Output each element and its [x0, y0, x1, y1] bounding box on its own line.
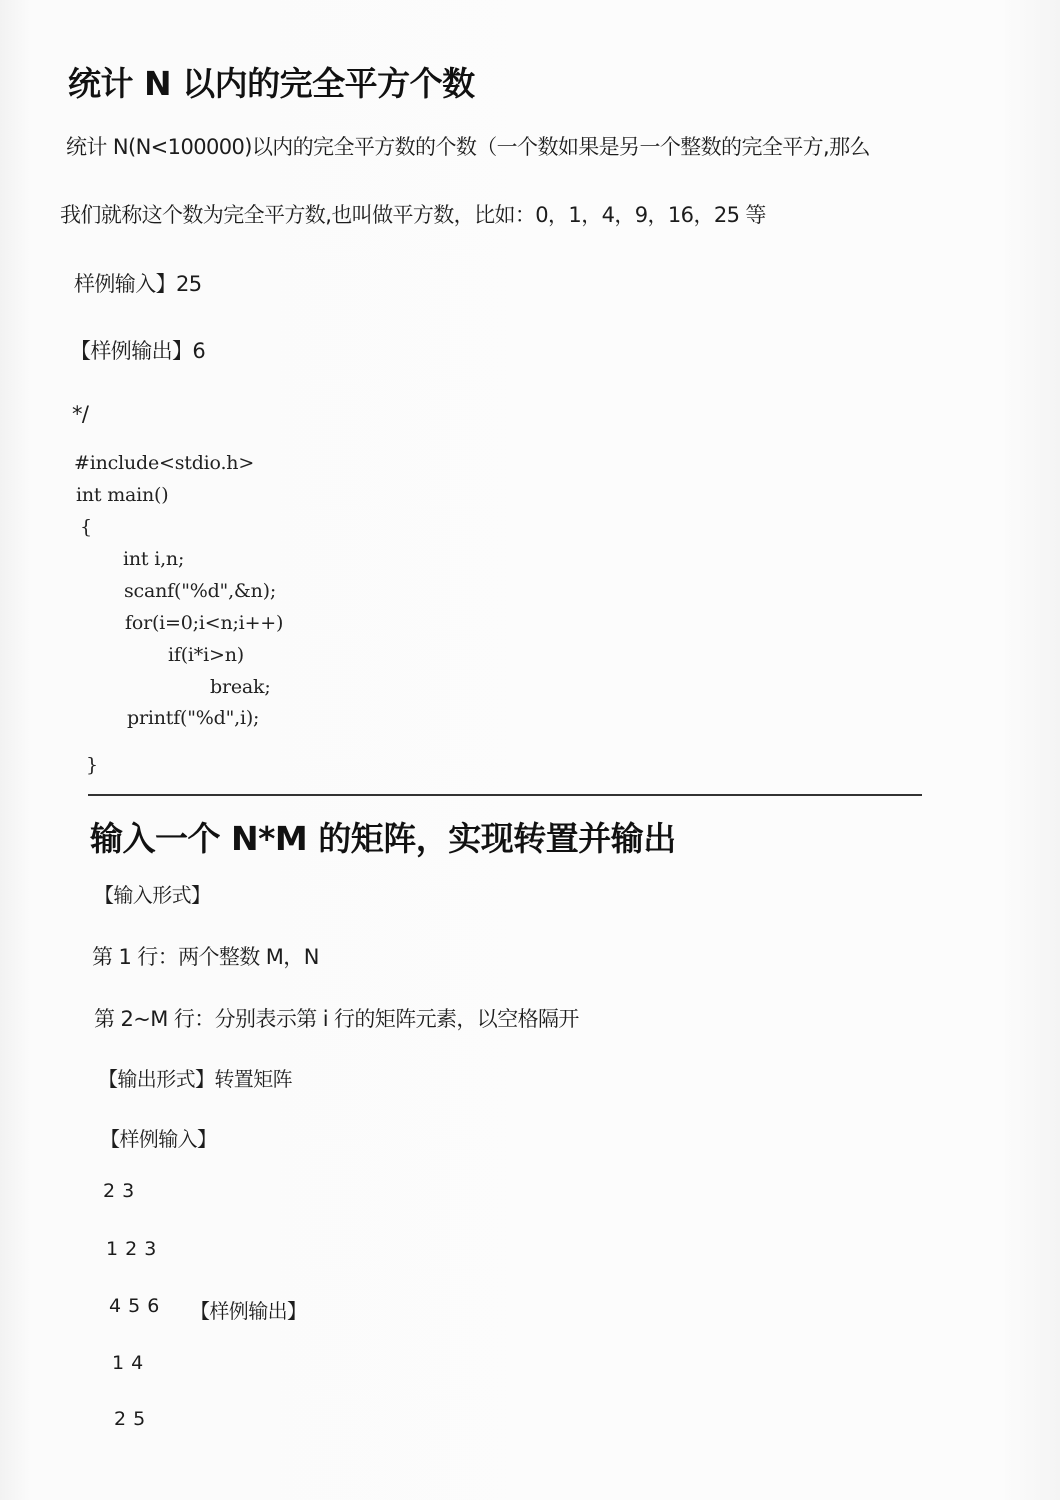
sample-output-line: 1 4: [112, 1352, 144, 1374]
code-line: {: [80, 516, 92, 538]
section1-description-line1: 统计 N(N<100000)以内的完全平方数的个数（一个数如果是另一个整数的完全平方,那么: [66, 135, 870, 159]
input-format-label: 【输入形式】: [94, 883, 211, 907]
comment-end: */: [72, 402, 89, 426]
section-divider: [88, 794, 922, 796]
section1-title: 统计 N 以内的完全平方个数: [68, 64, 475, 103]
sample-input-line: 4 5 6: [109, 1295, 160, 1317]
code-line: }: [86, 754, 98, 776]
code-line: for(i=0;i<n;i++): [125, 612, 284, 634]
code-line: scanf("%d",&n);: [124, 580, 277, 602]
code-line: #include<stdio.h>: [74, 452, 255, 474]
code-line: printf("%d",i);: [127, 707, 260, 729]
section2-title: 输入一个 N*M 的矩阵，实现转置并输出: [90, 819, 676, 858]
sample-input-line: 1 2 3: [106, 1238, 157, 1260]
section1-description-line2: 我们就称这个数为完全平方数,也叫做平方数，比如：0，1，4，9，16，25 等: [60, 203, 766, 227]
code-line: break;: [210, 676, 271, 698]
section1-sample-input: 样例输入】25: [74, 272, 202, 296]
sample-input-line: 2 3: [103, 1180, 135, 1202]
code-line: if(i*i>n): [168, 644, 244, 666]
input-format-line1: 第 1 行：两个整数 M，N: [92, 945, 319, 969]
section1-sample-output: 【样例输出】6: [70, 339, 206, 363]
code-line: int main(): [76, 484, 169, 506]
output-format: 【输出形式】转置矩阵: [98, 1067, 292, 1091]
sample-input-label: 【样例输入】: [100, 1127, 217, 1151]
sample-output-label: 【样例输出】: [190, 1299, 307, 1323]
code-line: int i,n;: [123, 548, 185, 570]
input-format-line2: 第 2~M 行：分别表示第 i 行的矩阵元素，以空格隔开: [94, 1007, 579, 1031]
sample-output-line: 2 5: [114, 1408, 146, 1430]
